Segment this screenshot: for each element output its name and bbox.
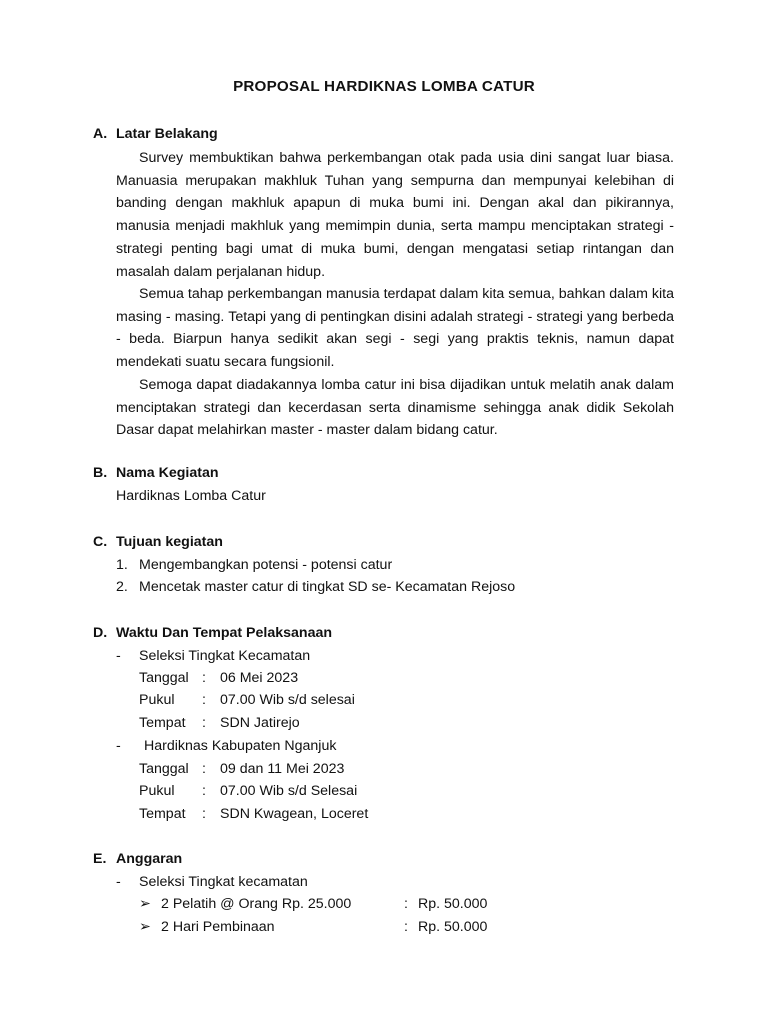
section-d-title: Waktu Dan Tempat Pelaksanaan bbox=[116, 625, 333, 641]
budget-colon: : bbox=[404, 896, 408, 912]
detail-label: Tanggal bbox=[139, 761, 189, 777]
detail-value: SDN Jatirejo bbox=[220, 715, 300, 731]
detail-row bbox=[139, 670, 298, 686]
list-item-text: Mengembangkan potensi - potensi catur bbox=[139, 557, 393, 573]
detail-label: Tanggal bbox=[139, 670, 189, 686]
section-d-heading bbox=[93, 625, 332, 641]
section-b-title: Nama Kegiatan bbox=[116, 465, 219, 481]
detail-colon: : bbox=[202, 670, 206, 686]
detail-row bbox=[139, 761, 344, 777]
budget-item: 2 Pelatih @ Orang Rp. 25.000 bbox=[161, 896, 352, 912]
arrow-bullet-icon: ➢ bbox=[139, 919, 151, 935]
list-item-text: Mencetak master catur di tingkat SD se- Kecamatan Rejoso bbox=[139, 579, 516, 595]
event-name: Seleksi Tingkat Kecamatan bbox=[139, 648, 311, 664]
arrow-bullet-icon: ➢ bbox=[139, 896, 151, 912]
section-c-title: Tujuan kegiatan bbox=[116, 534, 223, 550]
detail-label: Tempat bbox=[139, 715, 186, 731]
detail-value: 09 dan 11 Mei 2023 bbox=[220, 761, 345, 777]
detail-colon: : bbox=[202, 783, 206, 799]
detail-colon: : bbox=[202, 761, 206, 777]
section-b-text: Hardiknas Lomba Catur bbox=[116, 488, 266, 504]
section-c-letter: C. bbox=[93, 534, 108, 550]
section-e-letter: E. bbox=[93, 851, 107, 867]
detail-row bbox=[139, 806, 368, 822]
section-a-heading bbox=[93, 126, 218, 142]
list-item bbox=[116, 579, 515, 595]
detail-colon: : bbox=[202, 806, 206, 822]
section-a-title: Latar Belakang bbox=[116, 126, 218, 142]
detail-value: 07.00 Wib s/d selesai bbox=[220, 692, 355, 708]
budget-amount: Rp. 50.000 bbox=[418, 896, 488, 912]
detail-row bbox=[139, 783, 357, 799]
section-c-heading bbox=[93, 534, 223, 550]
detail-colon: : bbox=[202, 715, 206, 731]
detail-label: Tempat bbox=[139, 806, 186, 822]
list-item-number: 2. bbox=[116, 579, 128, 595]
detail-value: 06 Mei 2023 bbox=[220, 670, 299, 686]
detail-value: 07.00 Wib s/d Selesai bbox=[220, 783, 358, 799]
detail-colon: : bbox=[202, 692, 206, 708]
event-heading bbox=[116, 648, 310, 664]
detail-label: Pukul bbox=[139, 783, 175, 799]
page-title: PROPOSAL HARDIKNAS LOMBA CATUR bbox=[233, 78, 535, 95]
budget-item: 2 Hari Pembinaan bbox=[161, 919, 275, 935]
section-a-paragraph-1: Survey membuktikan bahwa perkembangan otak pada usia dini sangat luar biasa. Manuasia merupakan makhluk Tuhan yang sempurna dan mempunyai kelebihan di banding dengan makhluk apapun di muka bumi ini. Dengan akal dan pikirannya, manusia menjadi makhluk yang memimpin dunia, serta mampu menciptakan strategi - strategi penting bagi umat di muka bumi, dengan mengatasi setiap rintangan dan masalah dalam perjalanan hidup. bbox=[116, 150, 674, 280]
section-d-letter: D. bbox=[93, 625, 108, 641]
section-a-paragraph-3: Semoga dapat diadakannya lomba catur ini bisa dijadikan untuk melatih anak dalam menciptakan strategi dan kecerdasan serta dinamisme sehingga anak didik Sekolah Dasar dapat melahirkan master - master dalam bidang catur. bbox=[116, 377, 674, 439]
list-item-number: 1. bbox=[116, 557, 128, 573]
budget-group-heading bbox=[116, 874, 308, 890]
section-b-letter: B. bbox=[93, 465, 108, 481]
detail-label: Pukul bbox=[139, 692, 175, 708]
event-heading bbox=[116, 738, 336, 754]
detail-row bbox=[139, 692, 355, 708]
budget-colon: : bbox=[404, 919, 408, 935]
list-item bbox=[116, 557, 392, 573]
event-name: Hardiknas Kabupaten Nganjuk bbox=[144, 738, 337, 754]
detail-value: SDN Kwagean, Loceret bbox=[220, 806, 369, 822]
budget-amount: Rp. 50.000 bbox=[418, 919, 488, 935]
detail-row bbox=[139, 715, 300, 731]
dash-bullet: - bbox=[116, 738, 121, 754]
dash-bullet: - bbox=[116, 874, 121, 890]
budget-row bbox=[139, 919, 487, 935]
dash-bullet: - bbox=[116, 648, 121, 664]
budget-group-name: Seleksi Tingkat kecamatan bbox=[139, 874, 308, 890]
section-b-heading bbox=[93, 465, 219, 481]
section-e-heading bbox=[93, 851, 182, 867]
section-a-letter: A. bbox=[93, 126, 108, 142]
budget-row bbox=[139, 896, 487, 912]
section-e-title: Anggaran bbox=[116, 851, 183, 867]
section-a-paragraph-2: Semua tahap perkembangan manusia terdapat dalam kita semua, bahkan dalam kita masing - masing. Tetapi yang di pentingkan disini adalah strategi - strategi yang berbeda - beda. Biarpun hanya sedikit akan segi - segi yang praktis teknis, namun dapat mendekati suatu secara fungsionil. bbox=[116, 286, 674, 371]
